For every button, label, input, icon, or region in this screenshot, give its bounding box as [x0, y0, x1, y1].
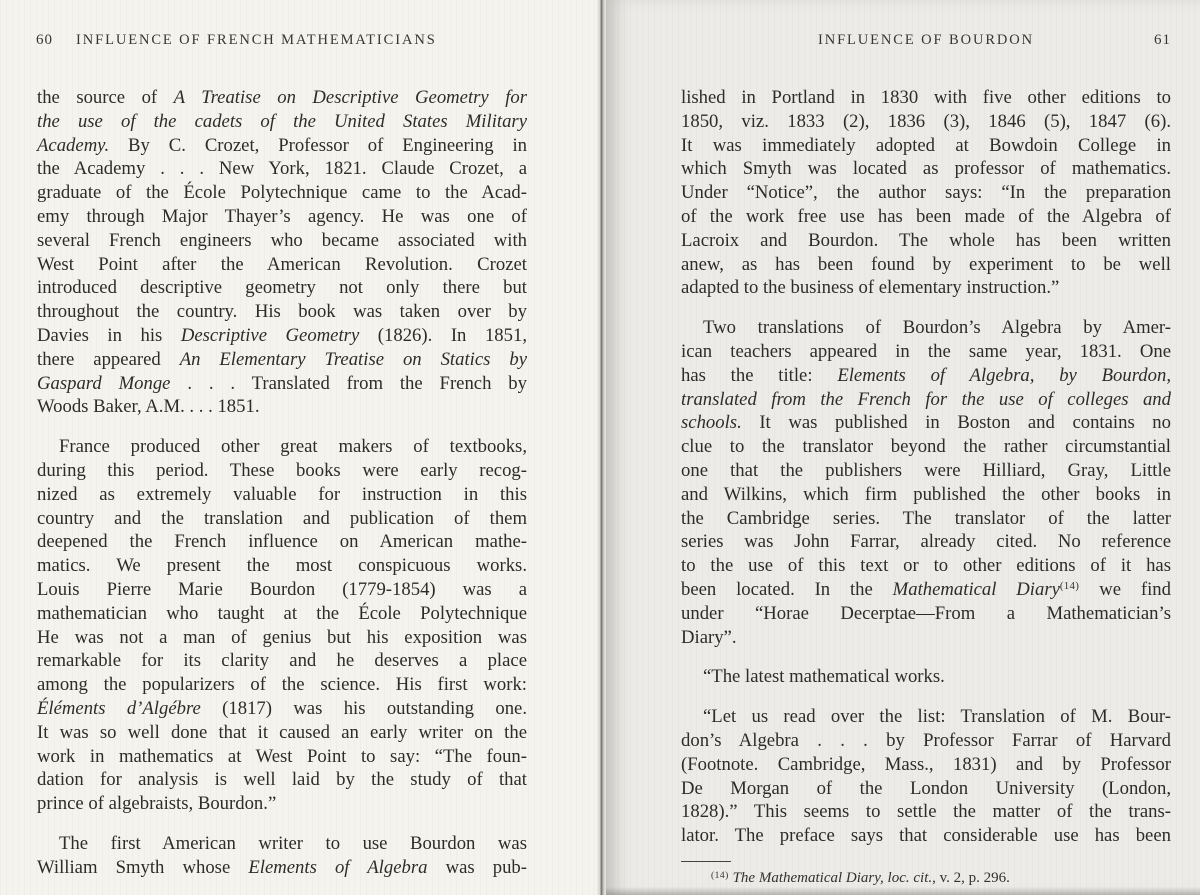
text-segment: He was not a man of genius but his exposition was	[37, 626, 527, 648]
paragraph	[681, 665, 1171, 689]
text-line	[37, 110, 527, 134]
text-line	[37, 483, 527, 507]
text-line	[681, 134, 1171, 158]
text-line	[37, 507, 527, 531]
text-segment: Davies in his	[37, 324, 181, 346]
text-line	[681, 411, 1171, 435]
text-line	[37, 372, 527, 396]
footnote-rule	[681, 861, 731, 862]
text-segment: Lacroix and Bourdon. The whole has been written	[681, 229, 1171, 251]
text-segment: lished in Portland in 1830 with five other editions to	[681, 87, 1171, 108]
text-segment: “The latest mathematical works.	[703, 666, 945, 688]
text-line	[37, 435, 527, 459]
text-line	[681, 530, 1171, 554]
text-line	[681, 181, 1171, 205]
text-segment: the Academy . . . New York, 1821. Claude Crozet, a	[37, 158, 527, 180]
text-segment: , v. 2, p. 296.	[932, 869, 1010, 886]
text-line	[681, 777, 1171, 801]
text-line	[681, 157, 1171, 181]
text-line	[681, 110, 1171, 134]
text-segment: deepened the French influence on American mathe-	[37, 531, 527, 553]
paragraph	[37, 435, 527, 816]
text-segment: 1828).” This seems to settle the matter of the trans-	[681, 801, 1171, 823]
text-segment: France produced other great makers of textbooks,	[59, 436, 527, 458]
text-line	[681, 435, 1171, 459]
text-segment: Gaspard Monge	[37, 372, 171, 394]
text-segment: schools.	[681, 412, 742, 434]
text-line	[681, 729, 1171, 753]
text-line	[37, 768, 527, 792]
text-segment: prince of algebraists, Bourdon.”	[37, 793, 277, 815]
text-line	[37, 395, 527, 419]
text-line	[37, 459, 527, 483]
text-line	[37, 157, 527, 181]
text-segment: remarkable for its clarity and he deserves a place	[37, 650, 527, 672]
text-segment: the Cambridge series. The translator of the latter	[681, 507, 1171, 529]
text-segment: work in mathematics at West Point to say: “The foun-	[37, 745, 527, 767]
text-segment: (1817) was his outstanding one.	[200, 697, 527, 719]
page-number: 61	[1154, 32, 1171, 48]
text-line	[37, 649, 527, 673]
text-line	[681, 705, 1171, 729]
footnote-text	[681, 870, 1171, 887]
text-line	[37, 530, 527, 554]
text-segment: Under “Notice”, the author says: “In the preparation	[681, 182, 1171, 204]
page-body	[37, 86, 527, 880]
text-segment: country and the translation and publication of them	[37, 507, 527, 529]
text-line	[37, 554, 527, 578]
text-line	[681, 753, 1171, 777]
text-segment: there appeared	[37, 348, 180, 370]
page-left	[0, 0, 597, 895]
paragraph	[681, 705, 1171, 848]
text-line	[37, 324, 527, 348]
text-segment: De Morgan of the London University (London,	[681, 777, 1171, 799]
text-segment: Descriptive Geometry	[180, 324, 360, 346]
paragraph	[681, 316, 1171, 649]
text-segment: which Smyth was located as professor of mathematics.	[681, 158, 1171, 180]
text-line	[37, 832, 527, 856]
text-line	[681, 205, 1171, 229]
text-line	[37, 253, 527, 277]
text-segment: among the popularizers of the science. His first work:	[37, 674, 527, 696]
text-segment: The first American writer to use Bourdon was	[59, 832, 527, 854]
page-header	[36, 30, 597, 50]
text-segment: anew, as has been found by experiment to be well	[681, 253, 1171, 275]
text-line	[37, 602, 527, 626]
text-line	[37, 673, 527, 697]
text-line	[681, 459, 1171, 483]
text-segment: Academy.	[37, 134, 110, 156]
text-line	[681, 229, 1171, 253]
text-line	[37, 229, 527, 253]
text-line	[681, 554, 1171, 578]
text-line	[37, 300, 527, 324]
text-line	[681, 316, 1171, 340]
page-right	[606, 0, 1200, 895]
text-line	[37, 134, 527, 158]
paragraph	[681, 86, 1171, 300]
text-segment: “Let us read over the list: Translation of M. Bour-	[703, 706, 1171, 728]
text-line	[37, 745, 527, 769]
text-segment: one that the publishers were Hilliard, Gray, Little	[681, 459, 1171, 481]
text-line	[681, 507, 1171, 531]
text-line	[681, 388, 1171, 412]
text-segment: It was published in Boston and contains no	[741, 412, 1171, 434]
text-line	[681, 340, 1171, 364]
text-segment: mathematician who taught at the École Polytechnique	[37, 602, 527, 624]
text-segment: . . . Translated from the French by	[170, 372, 527, 394]
text-line	[681, 626, 1171, 650]
text-segment: nized as extremely valuable for instruction in this	[37, 483, 527, 505]
text-line	[681, 800, 1171, 824]
paragraph	[37, 86, 527, 419]
text-segment: Two translations of Bourdon’s Algebra by Amer-	[703, 317, 1171, 339]
text-segment: graduate of the École Polytechnique came to the Acad-	[37, 182, 527, 204]
text-segment: West Point after the American Revolution. Crozet	[37, 253, 527, 275]
text-segment: we find	[1079, 578, 1171, 600]
text-segment: A Treatise on Descriptive Geometry for	[173, 87, 528, 108]
text-segment: translated from the French for the use of colleges and	[681, 388, 1171, 410]
footnote-marker: (14)	[1059, 580, 1080, 592]
text-segment: By C. Crozet, Professor of Engineering in	[109, 134, 527, 156]
text-line	[681, 824, 1171, 848]
text-segment: ican teachers appeared in the same year, 1831. One	[681, 340, 1171, 362]
text-segment: An Elementary Treatise on Statics by	[179, 348, 528, 370]
text-line	[37, 205, 527, 229]
text-line	[37, 86, 527, 110]
text-segment: during this period. These books were early recog-	[37, 459, 527, 481]
text-line	[681, 253, 1171, 277]
text-segment: matics. We present the most conspicuous works.	[37, 555, 527, 577]
text-segment: (Footnote. Cambridge, Mass., 1831) and by Professor	[681, 753, 1171, 775]
page-number: 60	[36, 32, 53, 48]
text-segment: several French engineers who became associated with	[37, 229, 527, 251]
text-line	[37, 721, 527, 745]
text-segment: to the use of this text or to other editions of it has	[681, 555, 1171, 577]
text-segment: under “Horae Decerptae—From a Mathematician’s	[681, 602, 1171, 624]
text-line	[37, 348, 527, 372]
text-segment: the use of the cadets of the United States Military	[37, 110, 527, 132]
text-segment: Éléments d’Algébre	[37, 697, 201, 719]
text-segment: (1826). In 1851,	[359, 324, 527, 346]
text-line	[37, 181, 527, 205]
text-segment: lator. The preface says that considerable use has been	[681, 825, 1171, 847]
running-title: INFLUENCE OF BOURDON	[817, 32, 1035, 48]
text-segment: introduced descriptive geometry not only there but	[37, 277, 527, 299]
text-segment: The Mathematical Diary, loc. cit.	[732, 869, 933, 886]
text-line	[37, 697, 527, 721]
footnote	[681, 861, 1171, 887]
text-line	[681, 276, 1171, 300]
text-line	[37, 792, 527, 816]
text-segment: It was so well done that it caused an early writer on the	[37, 721, 527, 743]
text-segment: Mathematical Diary	[892, 578, 1060, 600]
text-segment: has the title:	[681, 364, 838, 386]
text-segment: clue to the translator beyond the rather circumstantial	[681, 436, 1171, 458]
text-segment: 1850, viz. 1833 (2), 1836 (3), 1846 (5), 1847 (6).	[681, 110, 1171, 132]
text-segment: of the work free use has been made of the Algebra of	[681, 205, 1171, 227]
text-line	[681, 665, 1171, 689]
text-line	[37, 578, 527, 602]
page-header	[681, 30, 1171, 50]
text-segment: been located. In the	[681, 578, 893, 600]
text-segment: Elements of Algebra, by Bourdon,	[837, 364, 1171, 386]
text-segment: Woods Baker, A.M. . . . 1851.	[37, 396, 260, 418]
book-gutter	[597, 0, 606, 895]
text-segment: was pub-	[427, 856, 527, 878]
footnote-marker: (14)	[711, 870, 729, 881]
text-segment: Louis Pierre Marie Bourdon (1779-1854) was a	[37, 578, 527, 600]
text-line	[37, 276, 527, 300]
text-segment: series was John Farrar, already cited. No reference	[681, 531, 1171, 553]
text-line	[681, 364, 1171, 388]
text-segment: Elements of Algebra	[248, 856, 428, 878]
text-segment: adapted to the business of elementary instruction.”	[681, 277, 1060, 299]
text-line	[681, 483, 1171, 507]
text-segment: throughout the country. His book was taken over by	[37, 301, 527, 323]
text-segment: It was immediately adopted at Bowdoin College in	[681, 134, 1171, 156]
paragraph	[37, 832, 527, 880]
text-line	[37, 856, 527, 880]
text-segment: and Wilkins, which firm published the other books in	[681, 483, 1171, 505]
text-segment: the source of	[37, 87, 174, 108]
text-line	[681, 602, 1171, 626]
text-segment: don’s Algebra . . . by Professor Farrar of Harvard	[681, 729, 1171, 751]
text-line	[37, 626, 527, 650]
text-segment: emy through Major Thayer’s agency. He was one of	[37, 205, 527, 227]
text-segment: Diary”.	[681, 626, 737, 648]
text-segment: dation for analysis is well laid by the study of that	[37, 769, 527, 791]
page-body	[681, 86, 1171, 848]
text-line	[681, 86, 1171, 110]
text-segment: William Smyth whose	[37, 856, 249, 878]
running-title: INFLUENCE OF FRENCH MATHEMATICIANS	[76, 32, 437, 48]
text-line	[681, 578, 1171, 602]
